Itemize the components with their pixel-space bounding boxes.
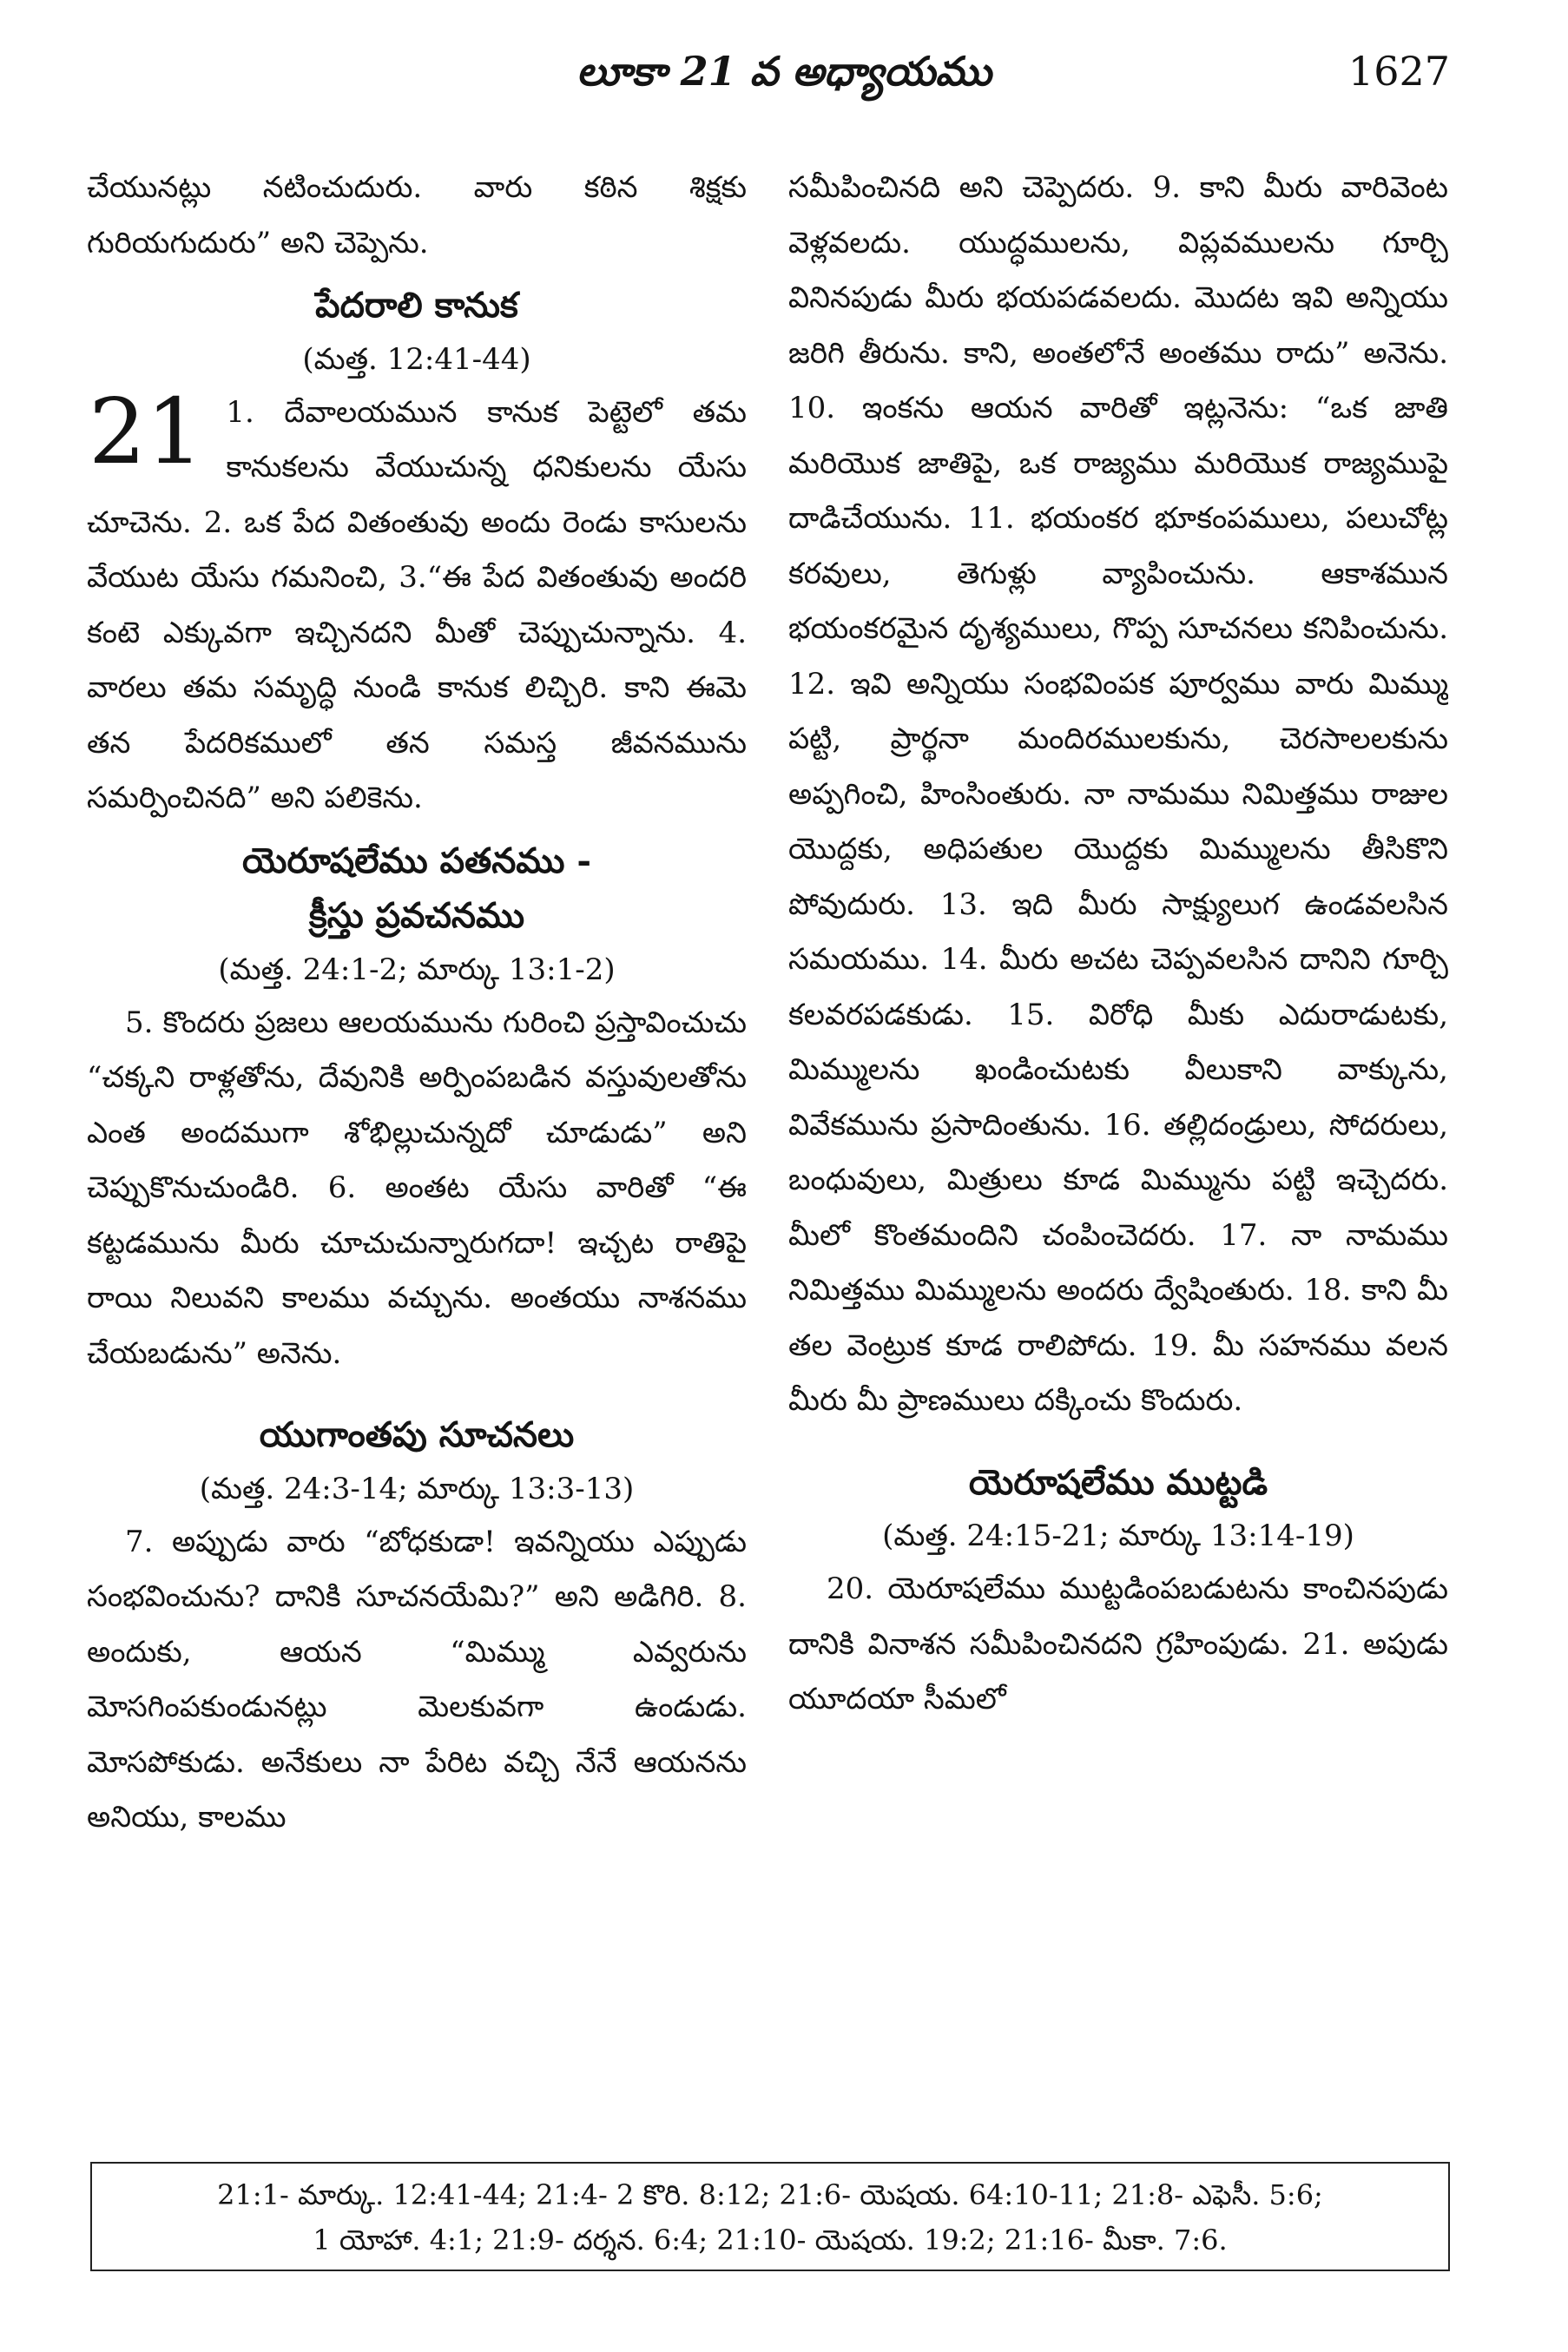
heading-widows-offering: పేదరాలి కానుక <box>315 285 518 326</box>
footnote-line-2: 1 యోహా. 4:1; 21:9- దర్శన. 6:4; 21:10- యెషయ. 19:2; 21:16- మీకా. 7:6. <box>313 2224 1228 2256</box>
page-header <box>0 36 1568 106</box>
footnote-box <box>90 2162 1450 2271</box>
cross-reference-siege: (మత్త. 24:15-21; మార్కు 13:14-19) <box>882 1519 1354 1553</box>
paragraph-verse-5: 5. కొందరు ప్రజలు ఆలయమును గురించి ప్రస్తావించుచు “చక్కని రాళ్లతోను, దేవునికి అర్పింపబడిన వస్తువులతోను ఎంత అందముగా శోభిల్లుచున్నదో చూడుడు” అని చెప్పుకొనుచుండిరి. 6. అంతట యేసు వారితో “ఈ కట్టడమును మీరు చూచుచున్నారుగదా! ఇచ్చట రాతిపై రాయి నిలువని కాలము వచ్చును. అంతయు నాశనము చేయబడును” అనెను. <box>87 1005 747 1371</box>
paragraph-intro: చేయునట్లు నటించుదురు. వారు కఠిన శిక్షకు గురియగుదురు” అని చెప్పెను. <box>87 170 747 260</box>
cross-reference-fall: (మత్త. 24:1-2; మార్కు 13:1-2) <box>218 952 616 987</box>
footnote-line-1: 21:1- మార్కు. 12:41-44; 21:4- 2 కొరి. 8:12; 21:6- యెషయ. 64:10-11; 21:8- ఎఫెసీ. 5:6; <box>217 2178 1323 2211</box>
heading-fall-line-1: యెరూషలేము పతనము - <box>242 840 591 881</box>
heading-siege: యెరూషలేము ముట్టడి <box>968 1461 1268 1503</box>
paragraph-continued: సమీపించినది అని చెప్పెదరు. 9. కాని మీరు వారివెంట వెళ్లవలదు. యుద్ధములను, విప్లవములను గూర్చి వినినపుడు మీరు భయపడవలదు. మొదట ఇవి అన్నియు జరిగి తీరును. కాని, అంతలోనే అంతము రాదు” అనెను. 10. ఇంకను ఆయన వారితో ఇట్లనెను: “ఒక జాతి మరియొక జాతిపై, ఒక రాజ్యము మరియొక రాజ్యముపై దాడిచేయును. 11. భయంకర భూకంపములు, పలుచోట్ల కరవులు, తెగుళ్లు వ్యాపించును. ఆకాశమున భయంకరమైన దృశ్యములు, గొప్ప సూచనలు కనిపించును. 12. ఇవి అన్నియు సంభవింపక పూర్వము వారు మిమ్ము పట్టి, ప్రార్థనా మందిరములకును, చెరసాలలకును అప్పగించి, హింసింతురు. నా నామము నిమిత్తము రాజుల యొద్దకు, అధిపతుల యొద్దకు మిమ్ములను తీసికొని పోవుదురు. 13. ఇది మీరు సాక్ష్యులుగ ఉండవలసిన సమయము. 14. మీరు అచట చెప్పవలసిన దానిని గూర్చి కలవరపడకుడు. 15. విరోధి మీకు ఎదురాడుటకు, మిమ్ములను ఖండించుటకు వీలుకాని వాక్కును, వివేకమును ప్రసాదింతును. 16. తల్లిదండ్రులు, సోదరులు, బంధువులు, మిత్రులు కూడ మిమ్మును పట్టి ఇచ్చెదరు. మీలో కొంతమందిని చంపించెదరు. 17. నా నామము నిమిత్తము మిమ్ములను అందరు ద్వేషింతురు. 18. కాని మీ తల వెంట్రుక కూడ రాలిపోదు. 19. మీ సహనము వలన మీరు మీ ప్రాణములు దక్కించు కొందురు. <box>788 170 1448 1418</box>
paragraph-verse-7: 7. అప్పుడు వారు “బోధకుడా! ఇవన్నియు ఎప్పుడు సంభవించును? దానికి సూచనయేమి?” అని అడిగిరి. 8. అందుకు, ఆయన “మిమ్ము ఎవ్వరును మోసగింపకుండునట్లు మెలకువగా ఉండుడు. మోసపోకుడు. అనేకులు నా పేరిట వచ్చి నేనే ఆయనను అనియు, కాలము <box>87 1524 747 1835</box>
chapter-opening <box>87 378 747 827</box>
right-column <box>788 161 1448 2131</box>
running-head: లూకా 21 వ అధ్యాయము <box>576 48 992 95</box>
heading-signs-of-end: యుగాంతపు సూచనలు <box>259 1414 575 1455</box>
paragraph-verse-20: 20. యెరూషలేము ముట్టడింపబడుటను కాంచినపుడు దానికి వినాశన సమీపించినదని గ్రహింపుడు. 21. అపుడు యూదయా సీమలో <box>788 1571 1448 1716</box>
heading-fall-line-2: క్రీస్తు ప్రవచనము <box>308 895 525 936</box>
cross-reference-signs: (మత్త. 24:3-14; మార్కు 13:3-13) <box>199 1471 635 1506</box>
paragraph-verse-1: 1. దేవాలయమున కానుక పెట్టెలో తమ కానుకలను వేయుచున్న ధనికులను యేసు చూచెను. 2. ఒక పేద వితంతువు అందు రెండు కాసులను వేయుట యేసు గమనించి, 3.“ఈ పేద వితంతువు అందరి కంటె ఎక్కువగా ఇచ్చినదని మీతో చెప్పుచున్నాను. 4. వారలు తమ సమృద్ధి నుండి కానుక లిచ్చిరి. కాని ఈమె తన పేదరికములో తన సమస్త జీవనమును సమర్పించినది” అని పలికెను. <box>87 394 747 815</box>
page-number: 1627 <box>1347 48 1450 95</box>
left-column <box>87 161 747 2131</box>
chapter-number: 21 <box>89 378 204 484</box>
cross-reference-widow: (మత్త. 12:41-44) <box>302 341 531 377</box>
